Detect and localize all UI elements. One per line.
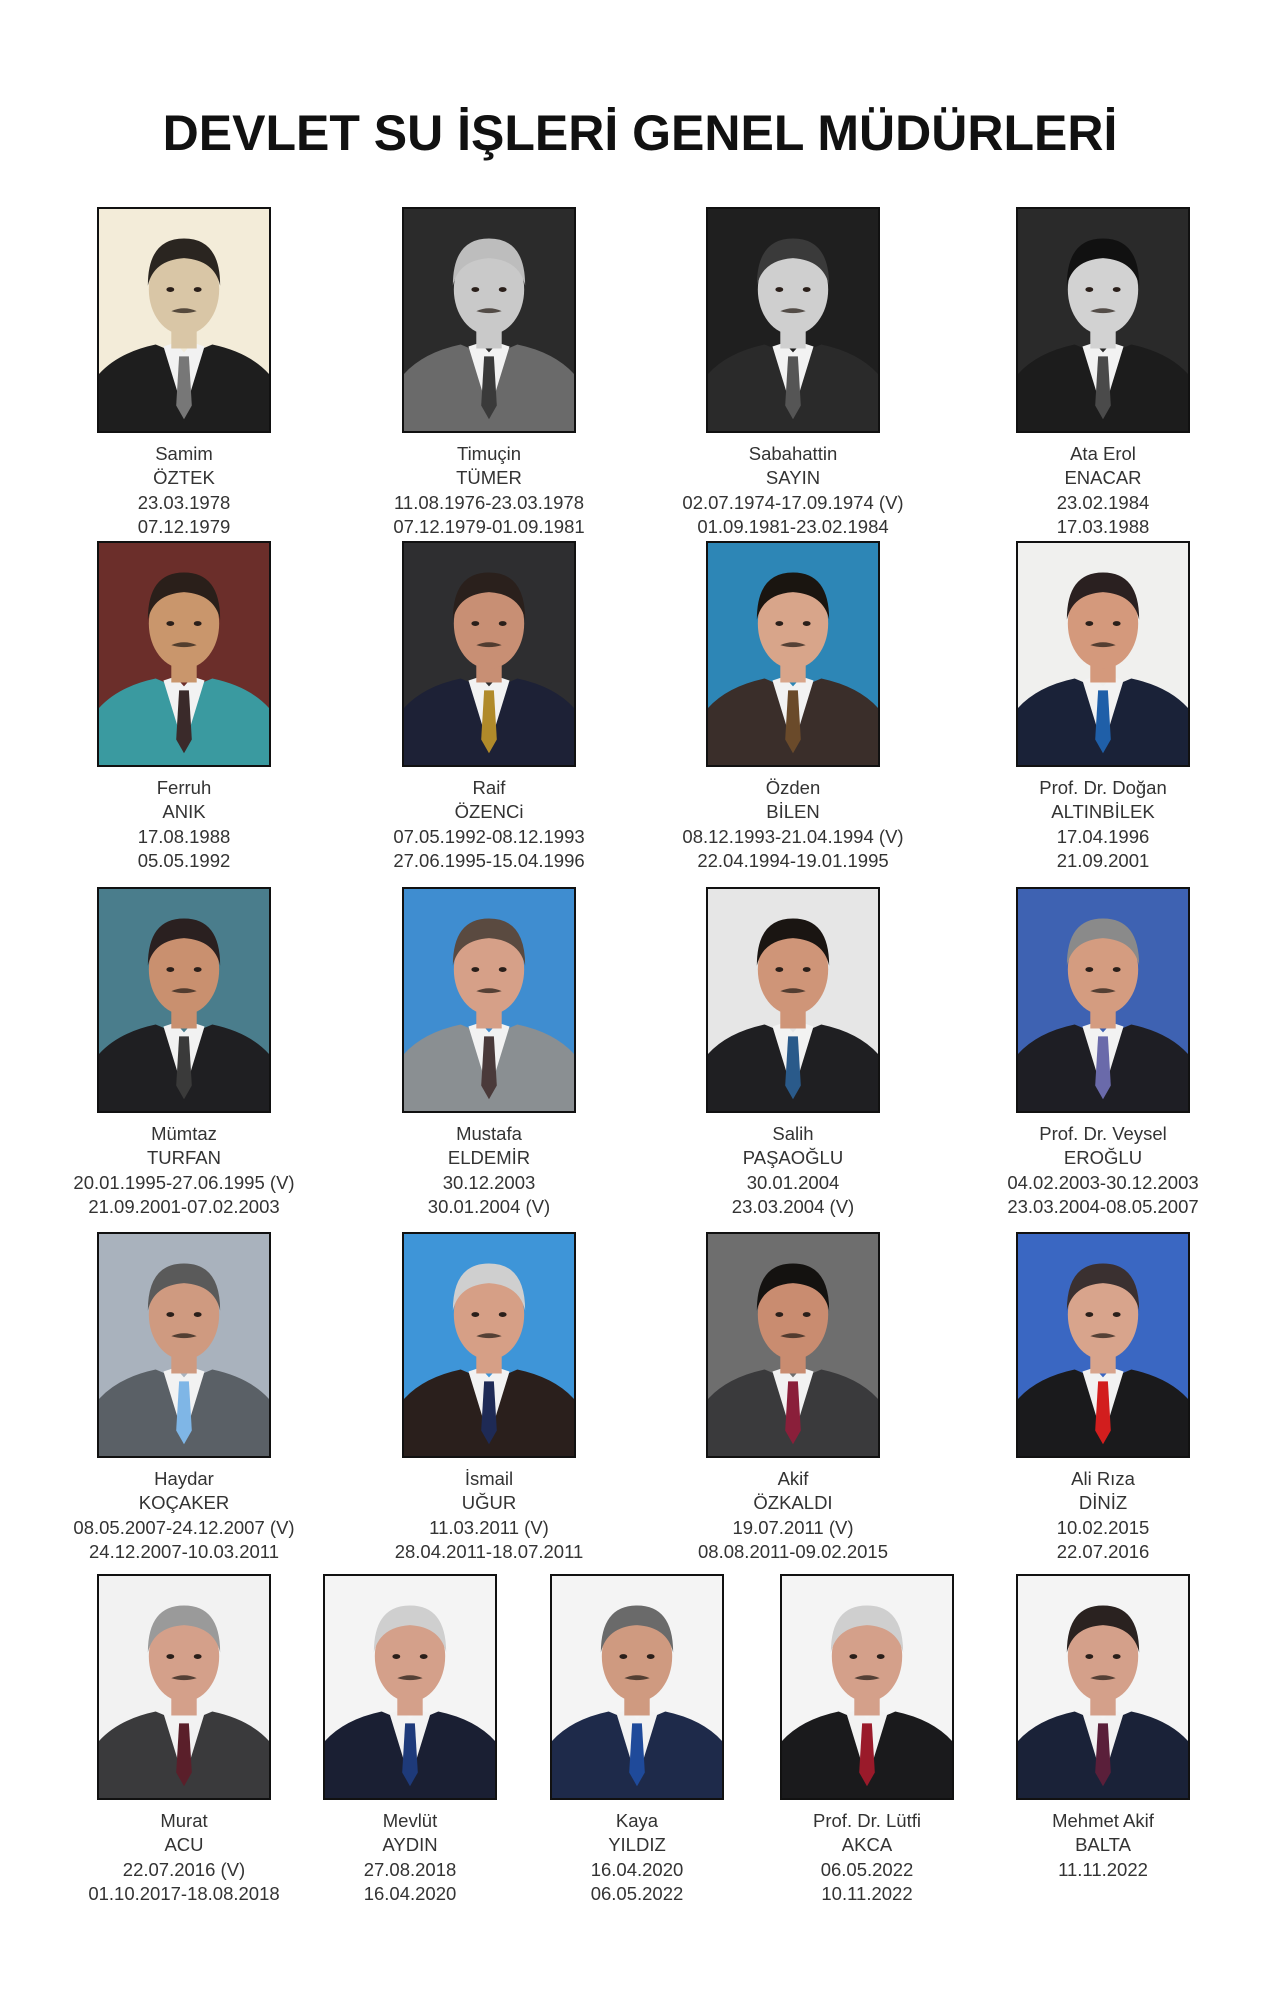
director-first-name: Samim <box>155 443 213 464</box>
director-first-name: Ferruh <box>156 777 212 798</box>
director-term-dates: 30.01.2004 <box>746 1171 840 1193</box>
director-term-dates-2: 10.11.2022 <box>821 1883 913 1905</box>
director-term-dates: 23.03.1978 <box>137 491 231 513</box>
director-photo <box>550 1574 724 1800</box>
director-surname: ÖZTEK <box>153 467 215 489</box>
director-caption <box>963 776 1243 874</box>
director-first-name: Sabahattin <box>748 443 838 464</box>
director-term-dates-2: 17.03.1988 <box>1056 516 1150 538</box>
director-surname: ENACAR <box>1064 467 1142 489</box>
director-first-name: Ali Rıza <box>1071 1468 1135 1489</box>
director-term-dates-2: 23.03.2004-08.05.2007 <box>1007 1196 1199 1218</box>
director-first-name: Mustafa <box>456 1123 522 1144</box>
portrait-photo <box>1018 1234 1188 1456</box>
director-photo <box>402 207 576 433</box>
portrait-photo <box>708 209 878 431</box>
director-surname: BALTA <box>1075 1834 1131 1856</box>
director-first-name: Prof. Dr. Lütfi <box>813 1810 921 1831</box>
director-term-dates-2: 16.04.2020 <box>363 1883 457 1905</box>
director-surname: AYDIN <box>382 1834 438 1856</box>
director-first-name: Mehmet Akif <box>1052 1810 1154 1831</box>
director-surname: SAYIN <box>765 467 821 489</box>
page-title: DEVLET SU İŞLERİ GENEL MÜDÜRLERİ <box>162 105 1118 161</box>
portrait-photo <box>708 889 878 1111</box>
director-term-dates-2: 28.04.2011-18.07.2011 <box>394 1541 584 1563</box>
director-term-dates: 16.04.2020 <box>590 1858 684 1880</box>
director-photo <box>1016 1232 1190 1458</box>
director-caption <box>653 1122 933 1220</box>
director-surname: YILDIZ <box>608 1834 666 1856</box>
portrait-photo <box>99 209 269 431</box>
director-term-dates: 07.05.1992-08.12.1993 <box>393 825 585 847</box>
director-surname: KOÇAKER <box>138 1492 230 1514</box>
director-photo <box>1016 541 1190 767</box>
director-caption <box>963 1809 1243 1882</box>
director-first-name: Murat <box>160 1810 208 1831</box>
director-surname: ÖZKALDI <box>753 1492 833 1514</box>
portrait-photo <box>404 209 574 431</box>
director-photo <box>1016 207 1190 433</box>
director-surname: TURFAN <box>147 1147 221 1169</box>
director-photo <box>97 1232 271 1458</box>
director-surname: ELDEMİR <box>447 1147 531 1169</box>
director-term-dates: 08.05.2007-24.12.2007 (V) <box>73 1516 295 1538</box>
director-first-name: İsmail <box>464 1468 514 1489</box>
director-term-dates-2: 21.09.2001-07.02.2003 <box>88 1196 280 1218</box>
director-photo <box>97 1574 271 1800</box>
director-caption <box>44 776 324 874</box>
director-photo <box>402 541 576 767</box>
portrait-photo <box>99 543 269 765</box>
director-photo <box>706 1232 880 1458</box>
portrait-photo <box>99 889 269 1111</box>
director-first-name: Kaya <box>615 1810 659 1831</box>
director-term-dates: 17.08.1988 <box>137 825 231 847</box>
director-photo <box>97 207 271 433</box>
director-first-name: Özden <box>765 777 821 798</box>
director-term-dates-2: 07.12.1979-01.09.1981 <box>393 516 585 538</box>
director-photo <box>402 887 576 1113</box>
director-term-dates: 22.07.2016 (V) <box>122 1858 246 1880</box>
director-term-dates-2: 01.10.2017-18.08.2018 <box>88 1883 280 1905</box>
director-term-dates: 04.02.2003-30.12.2003 <box>1007 1171 1199 1193</box>
portrait-photo <box>99 1234 269 1456</box>
director-photo <box>780 1574 954 1800</box>
director-first-name: Ata Erol <box>1070 443 1136 464</box>
director-term-dates-2: 23.03.2004 (V) <box>731 1196 855 1218</box>
portrait-photo <box>782 1576 952 1798</box>
portrait-photo <box>1018 889 1188 1111</box>
portrait-photo <box>1018 1576 1188 1798</box>
director-term-dates: 02.07.1974-17.09.1974 (V) <box>682 491 904 513</box>
director-term-dates: 06.05.2022 <box>820 1858 914 1880</box>
director-term-dates: 27.08.2018 <box>363 1858 457 1880</box>
director-first-name: Salih <box>772 1123 814 1144</box>
director-caption <box>349 1467 629 1565</box>
director-surname: TÜMER <box>456 467 522 489</box>
director-first-name: Akif <box>777 1468 809 1489</box>
director-caption <box>44 1467 324 1565</box>
director-surname: EROĞLU <box>1063 1147 1143 1169</box>
director-caption <box>349 776 629 874</box>
director-surname: BİLEN <box>766 801 820 823</box>
director-term-dates: 23.02.1984 <box>1056 491 1150 513</box>
director-term-dates-2: 21.09.2001 <box>1056 850 1150 872</box>
director-caption <box>963 1467 1243 1565</box>
portrait-photo <box>1018 209 1188 431</box>
director-term-dates: 19.07.2011 (V) <box>732 1516 854 1538</box>
director-surname: PAŞAOĞLU <box>742 1147 844 1169</box>
director-photo <box>402 1232 576 1458</box>
director-term-dates: 08.12.1993-21.04.1994 (V) <box>682 825 904 847</box>
director-term-dates-2: 08.08.2011-09.02.2015 <box>698 1541 888 1563</box>
director-term-dates: 30.12.2003 <box>442 1171 536 1193</box>
portrait-photo <box>708 543 878 765</box>
portrait-photo <box>708 1234 878 1456</box>
director-photo <box>97 541 271 767</box>
director-surname: AKCA <box>841 1834 893 1856</box>
director-term-dates: 11.03.2011 (V) <box>429 1516 549 1538</box>
director-photo <box>323 1574 497 1800</box>
director-term-dates: 17.04.1996 <box>1056 825 1150 847</box>
director-caption <box>653 1467 933 1565</box>
director-term-dates-2: 22.07.2016 <box>1056 1541 1150 1563</box>
director-surname: ACU <box>164 1834 204 1856</box>
director-term-dates-2: 24.12.2007-10.03.2011 <box>89 1541 279 1563</box>
portrait-photo <box>1018 543 1188 765</box>
portrait-photo <box>404 543 574 765</box>
director-first-name: Mevlüt <box>382 1810 438 1831</box>
director-surname: DİNİZ <box>1078 1492 1128 1514</box>
director-first-name: Raif <box>472 777 506 798</box>
director-caption <box>963 442 1243 540</box>
director-term-dates-2: 06.05.2022 <box>590 1883 684 1905</box>
director-surname: ANIK <box>162 801 206 823</box>
director-first-name: Prof. Dr. Doğan <box>1039 777 1167 798</box>
director-term-dates-2: 22.04.1994-19.01.1995 <box>697 850 889 872</box>
director-photo <box>1016 887 1190 1113</box>
director-term-dates: 11.08.1976-23.03.1978 <box>394 491 584 513</box>
director-term-dates-2: 01.09.1981-23.02.1984 <box>697 516 889 538</box>
director-photo <box>97 887 271 1113</box>
director-term-dates: 20.01.1995-27.06.1995 (V) <box>73 1171 295 1193</box>
director-term-dates: 10.02.2015 <box>1056 1516 1150 1538</box>
portrait-photo <box>404 1234 574 1456</box>
director-first-name: Timuçin <box>456 443 522 464</box>
director-caption <box>44 442 324 540</box>
portrait-photo <box>404 889 574 1111</box>
director-photo <box>706 887 880 1113</box>
portrait-photo <box>99 1576 269 1798</box>
portrait-photo <box>552 1576 722 1798</box>
director-term-dates: 11.11.2022 <box>1058 1858 1148 1880</box>
director-first-name: Haydar <box>154 1468 214 1489</box>
director-term-dates-2: 27.06.1995-15.04.1996 <box>393 850 585 872</box>
director-caption <box>349 1122 629 1220</box>
director-caption <box>653 776 933 874</box>
director-photo <box>1016 1574 1190 1800</box>
director-caption <box>44 1122 324 1220</box>
director-photo <box>706 207 880 433</box>
director-photo <box>706 541 880 767</box>
director-caption <box>653 442 933 540</box>
director-surname: ÖZENCi <box>454 801 524 823</box>
portrait-photo <box>325 1576 495 1798</box>
director-caption <box>963 1122 1243 1220</box>
director-term-dates-2: 05.05.1992 <box>137 850 231 872</box>
director-caption <box>349 442 629 540</box>
director-term-dates-2: 30.01.2004 (V) <box>427 1196 551 1218</box>
director-first-name: Prof. Dr. Veysel <box>1039 1123 1167 1144</box>
director-surname: ALTINBİLEK <box>1051 801 1155 823</box>
director-term-dates-2: 07.12.1979 <box>137 516 231 538</box>
director-first-name: Mümtaz <box>151 1123 217 1144</box>
director-surname: UĞUR <box>461 1492 517 1514</box>
